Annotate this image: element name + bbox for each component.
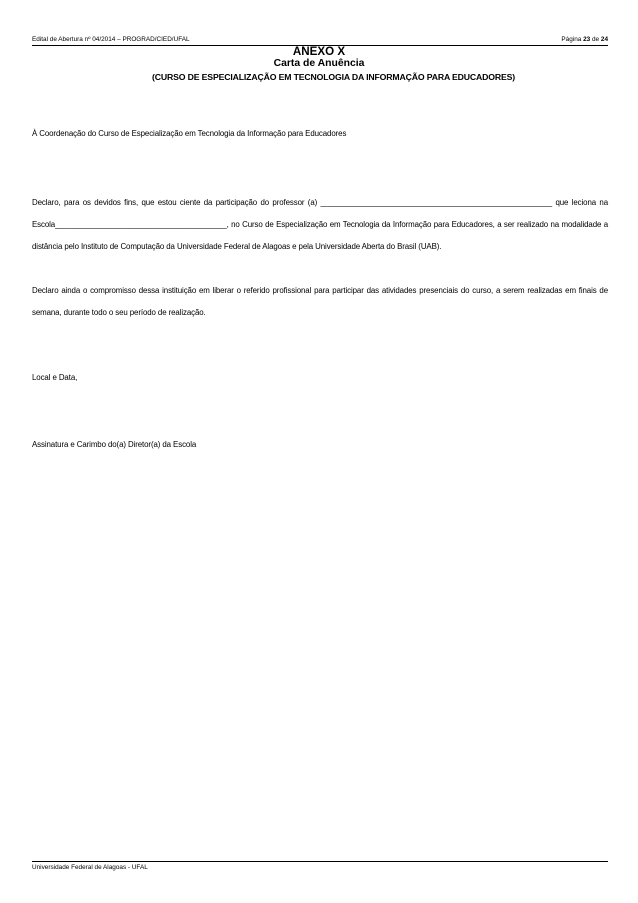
header-edital-reference: Edital de Abertura nº 04/2014 – PROGRAD/CIED/UFAL xyxy=(32,36,190,43)
page-total: 24 xyxy=(600,36,608,43)
page-current: 23 xyxy=(583,36,591,43)
footer-divider xyxy=(32,861,608,862)
signature-label: Assinatura e Carimbo do(a) Diretor(a) da Escola xyxy=(32,440,197,449)
addressee-line: À Coordenação do Curso de Especialização em Tecnologia da Informação para Educadores xyxy=(32,129,347,138)
annex-title: ANEXO X xyxy=(292,45,346,58)
course-title: (CURSO DE ESPECIALIZAÇÃO EM TECNOLOGIA DA INFORMAÇÃO PARA EDUCADORES) xyxy=(152,72,516,82)
commitment-line-2: semana, durante todo o seu período de realização. xyxy=(32,308,206,317)
page-label: Página xyxy=(561,36,582,43)
commitment-line-1: Declaro ainda o compromisso dessa instituição em liberar o referido profissional para participar das atividades presenciais do curso, a serem realizadas em finais de xyxy=(32,286,608,295)
declaration-line-1: Declaro, para os devidos fins, que estou ciente da participação do professor (a) ______________________________________________________ que leciona na xyxy=(32,198,608,207)
page-separator: de xyxy=(592,36,600,43)
page-footer: Universidade Federal de Alagoas - UFAL xyxy=(32,864,148,871)
declaration-line-3: distância pelo Instituto de Computação da Universidade Federal de Alagoas e pela Universidade Aberta do Brasil (UAB). xyxy=(32,242,442,251)
place-and-date: Local e Data, xyxy=(32,373,78,382)
declaration-line-2: Escola________________________________________, no Curso de Especialização em Tecnologia da Informação para Educadores, a ser realizado na modalidade a xyxy=(32,220,608,229)
annex-subtitle: Carta de Anuência xyxy=(273,58,365,69)
